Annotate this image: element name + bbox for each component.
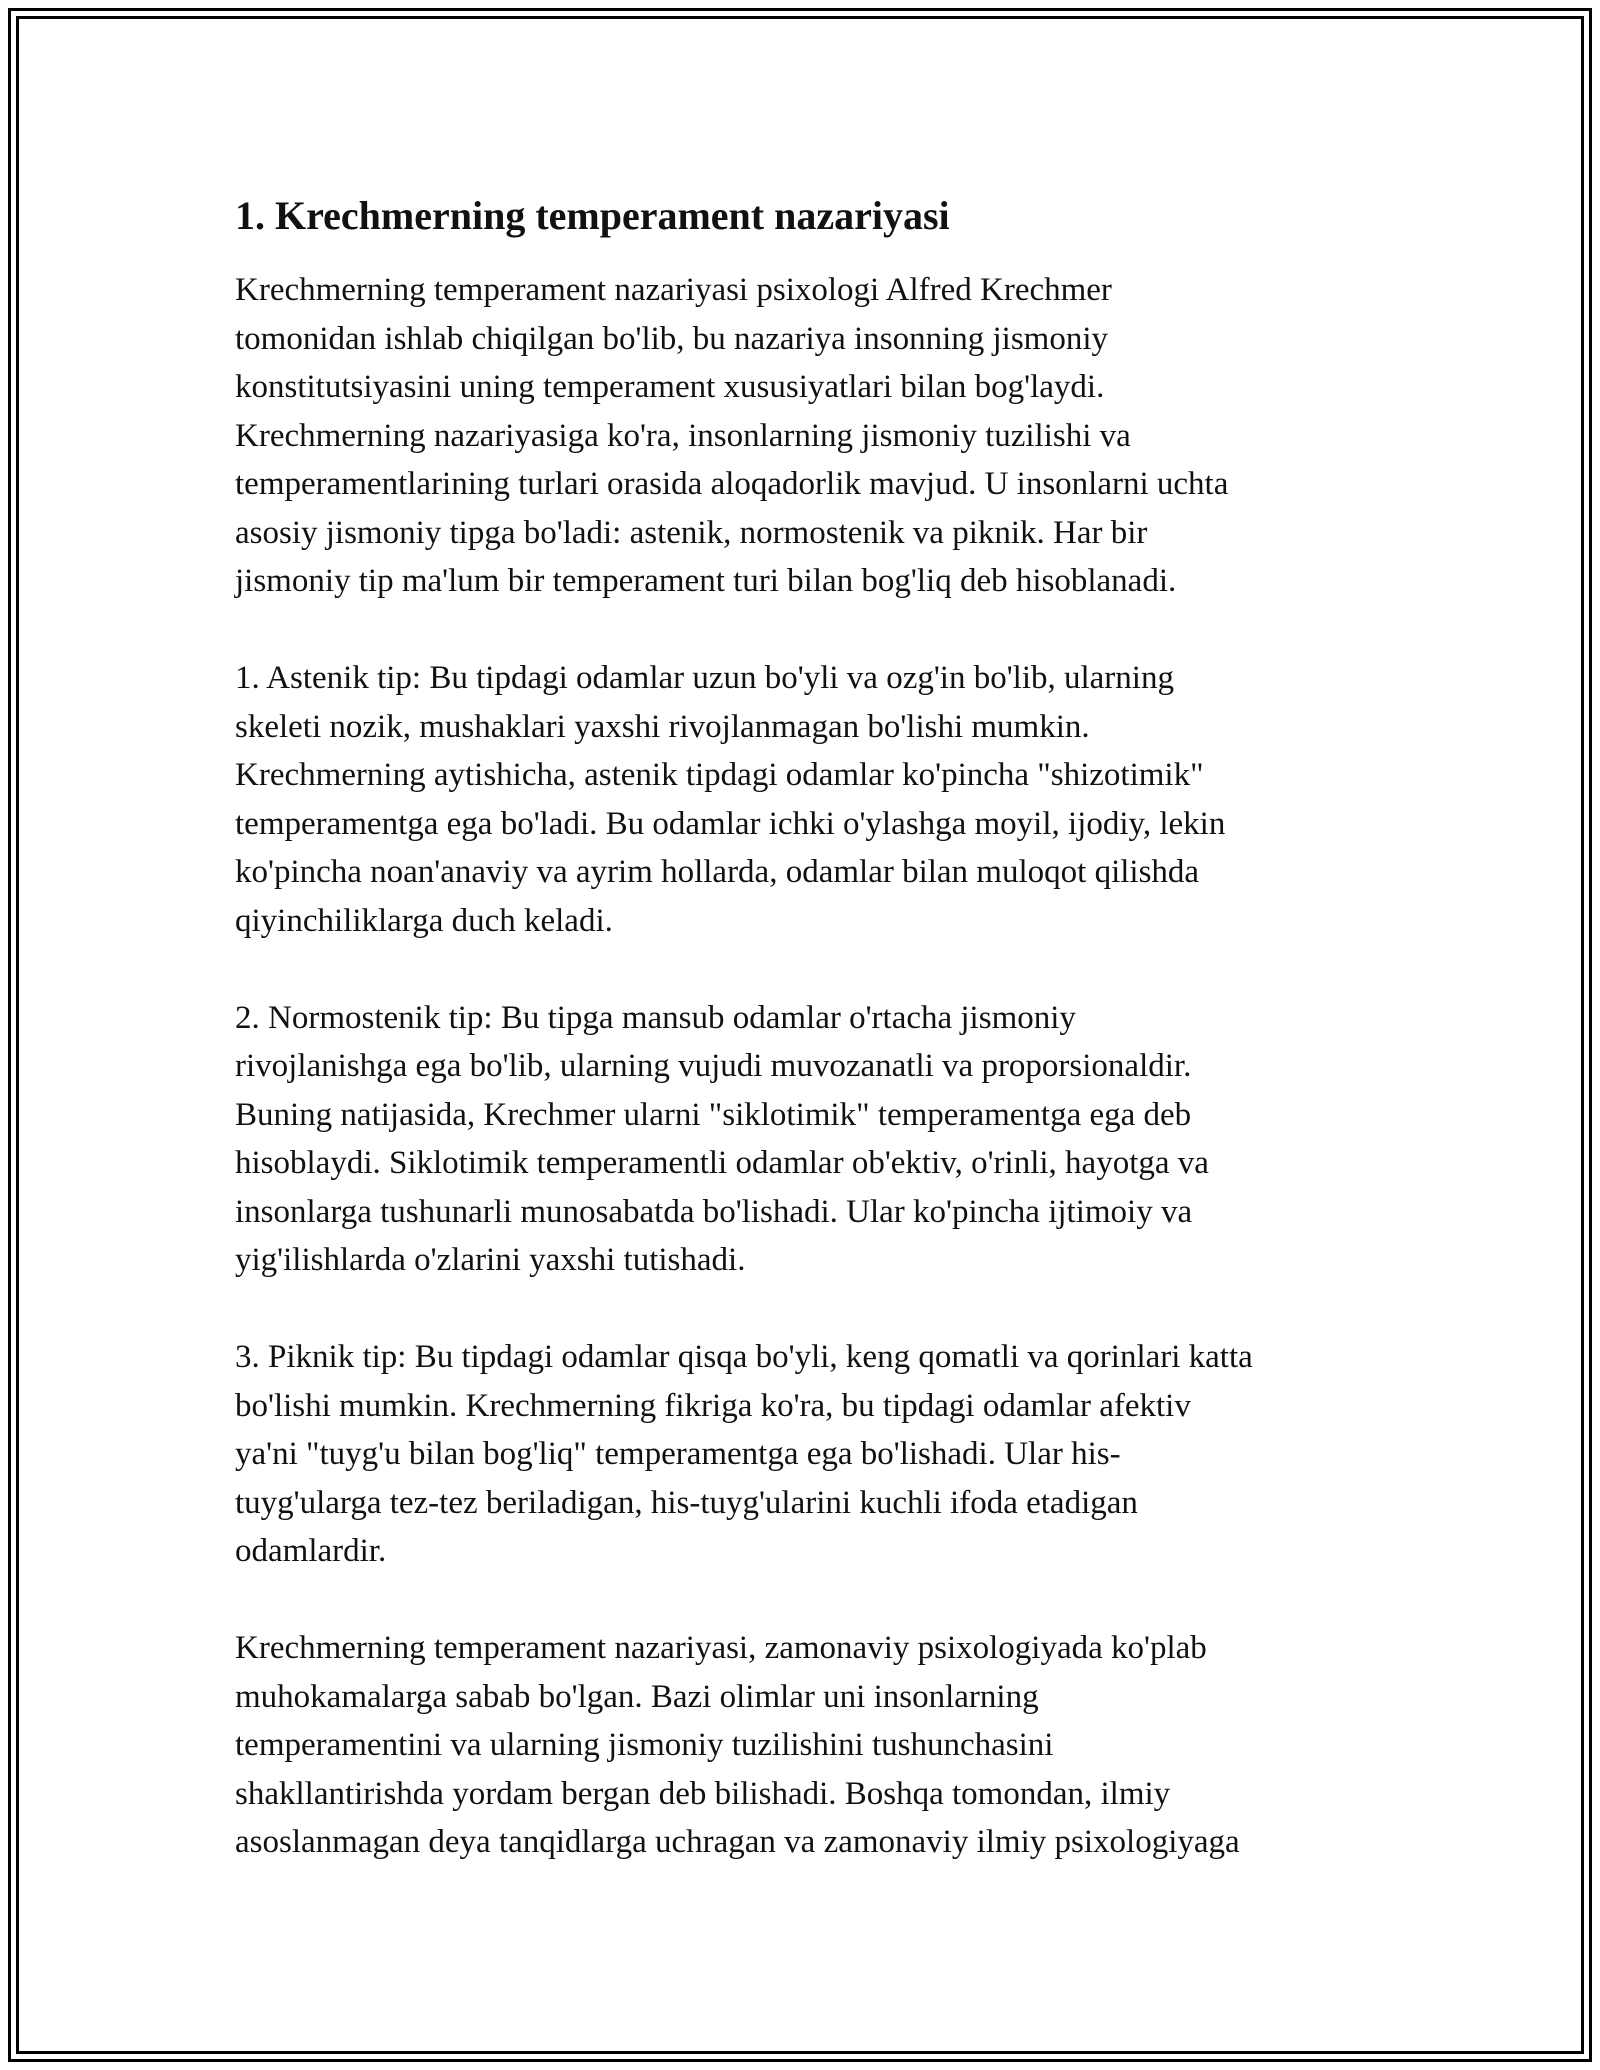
text-line: muhokamalarga sabab bo'lgan. Bazi olimlar uni insonlarning bbox=[235, 1678, 1039, 1715]
paragraph-piknik bbox=[235, 1333, 1385, 1576]
text-line: hisoblaydi. Siklotimik temperamentli odamlar ob'ektiv, o'rinli, hayotga va bbox=[235, 1145, 1209, 1181]
text-line: Krechmerning temperament nazariyasi, zamonaviy psixologiyada ko'plab bbox=[235, 1630, 1207, 1666]
text-line: temperamentlarining turlari orasida aloqadorlik mavjud. U insonlarni uchta bbox=[235, 466, 1229, 502]
text-line: Krechmerning temperament nazariyasi psixologi Alfred Krechmer bbox=[235, 272, 1112, 308]
text-line: Krechmerning aytishicha, astenik tipdagi odamlar ko'pincha "shizotimik" bbox=[235, 757, 1204, 793]
text-line: ya'ni "tuyg'u bilan bog'liq" temperamentga ega bo'lishadi. Ular his- bbox=[235, 1436, 1121, 1472]
paragraph-conclusion bbox=[235, 1624, 1385, 1867]
text-line: tuyg'ularga tez-tez beriladigan, his-tuyg'ularini kuchli ifoda etadigan bbox=[235, 1484, 1138, 1521]
paragraph-intro bbox=[235, 266, 1385, 606]
text-line: temperamentga ega bo'ladi. Bu odamlar ichki o'ylashga moyil, ijodiy, lekin bbox=[235, 805, 1226, 842]
text-line: asosiy jismoniy tipga bo'ladi: astenik, normostenik va piknik. Har bir bbox=[235, 514, 1148, 551]
text-line: konstitutsiyasini uning temperament xususiyatlari bilan bog'laydi. bbox=[235, 369, 1105, 405]
text-line: tomonidan ishlab chiqilgan bo'lib, bu nazariya insonning jismoniy bbox=[235, 320, 1109, 357]
text-line: 3. Piknik tip: Bu tipdagi odamlar qisqa bo'yli, keng qomatli va qorinlari katta bbox=[235, 1339, 1253, 1375]
text-line: Buning natijasida, Krechmer ularni "siklotimik" temperamentga ega deb bbox=[235, 1096, 1192, 1133]
text-line: ko'pincha noan'anaviy va ayrim hollarda, odamlar bilan muloqot qilishda bbox=[235, 854, 1200, 890]
paragraph-astenik bbox=[235, 654, 1385, 945]
document-body bbox=[235, 188, 1385, 1915]
text-line: 1. Astenik tip: Bu tipdagi odamlar uzun bo'yli va ozg'in bo'lib, ularning bbox=[235, 660, 1174, 696]
text-line: odamlardir. bbox=[235, 1533, 387, 1569]
text-line: 2. Normostenik tip: Bu tipga mansub odamlar o'rtacha jismoniy bbox=[235, 999, 1076, 1036]
text-line: temperamentini va ularning jismoniy tuzilishini tushunchasini bbox=[235, 1727, 1054, 1763]
text-line: skeleti nozik, mushaklari yaxshi rivojlanmagan bo'lishi mumkin. bbox=[235, 708, 1090, 745]
text-line: asoslanmagan deya tanqidlarga uchragan va zamonaviy ilmiy psixologiyaga bbox=[235, 1824, 1240, 1860]
paragraph-normostenik bbox=[235, 994, 1385, 1285]
text-line: qiyinchiliklarga duch keladi. bbox=[235, 902, 613, 939]
text-line: insonlarga tushunarli munosabatda bo'lishadi. Ular ko'pincha ijtimoiy va bbox=[235, 1193, 1193, 1230]
text-line: rivojlanishga ega bo'lib, ularning vujudi muvozanatli va proporsionaldir. bbox=[235, 1048, 1192, 1084]
text-line: yig'ilishlarda o'zlarini yaxshi tutishadi. bbox=[235, 1242, 746, 1278]
text-line: shakllantirishda yordam bergan deb bilishadi. Boshqa tomondan, ilmiy bbox=[235, 1775, 1171, 1812]
text-line: bo'lishi mumkin. Krechmerning fikriga ko'ra, bu tipdagi odamlar afektiv bbox=[235, 1387, 1191, 1424]
text-line: jismoniy tip ma'lum bir temperament turi bilan bog'liq deb hisoblanadi. bbox=[235, 563, 1177, 599]
section-heading: 1. Krechmerning temperament nazariyasi bbox=[235, 193, 950, 238]
text-line: Krechmerning nazariyasiga ko'ra, insonlarning jismoniy tuzilishi va bbox=[235, 417, 1131, 454]
